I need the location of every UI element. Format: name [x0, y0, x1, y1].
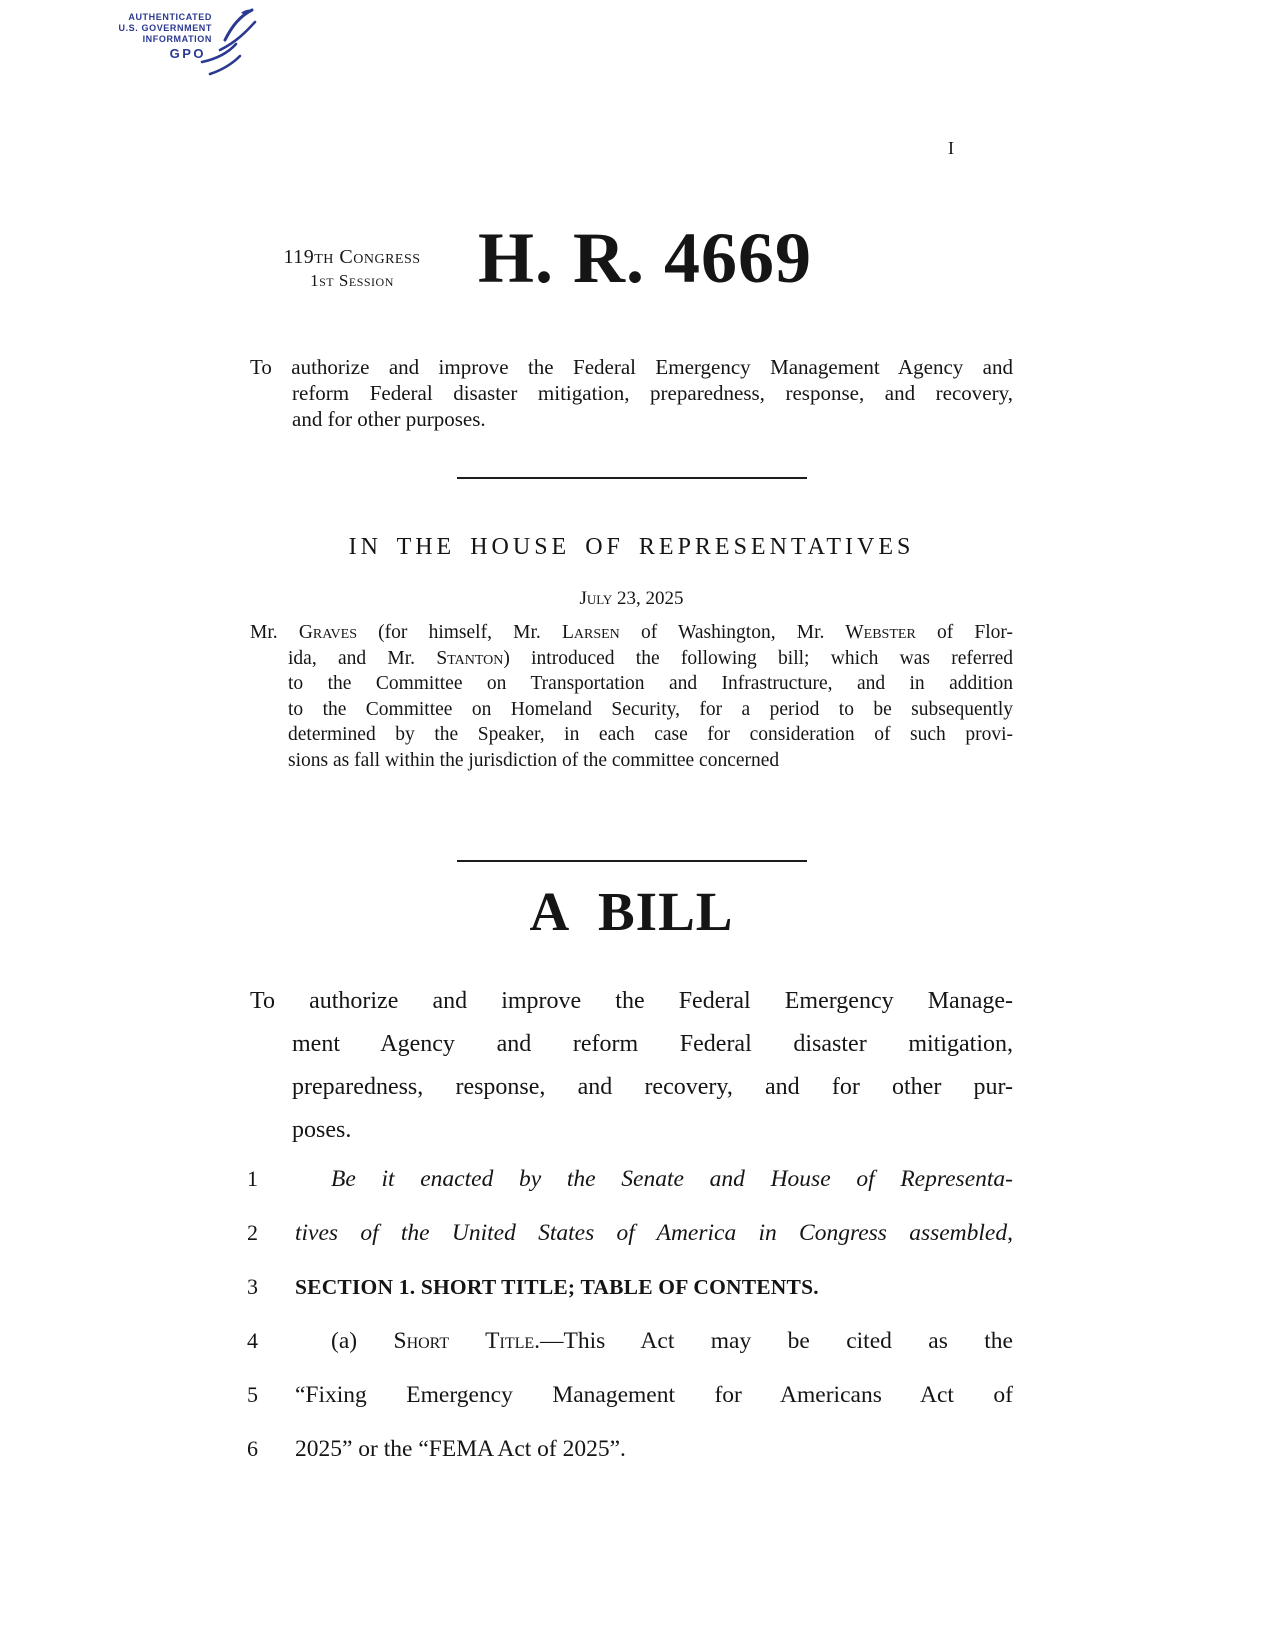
official-title-line: To authorize and improve the Federal Emergency Management Agency and [250, 355, 1013, 379]
preamble-line: ment Agency and reform Federal disaster mitigation, [292, 1031, 1013, 1057]
sponsor-line: determined by the Speaker, in each case for consideration of such provi- [288, 724, 1013, 746]
enacting-clause-line: tives of the United States of America in Congress assembled, [295, 1220, 1013, 1246]
introduction-date: July 23, 2025 [579, 588, 684, 609]
congress-label: 119th Congress [283, 246, 421, 268]
page-number: I [948, 138, 954, 158]
section-text-line: “Fixing Emergency Management for Americans Act of [295, 1382, 1013, 1408]
session-label: 1st Session [310, 271, 394, 290]
bill-text-row [247, 1422, 1013, 1476]
enacting-clause-line: Be it enacted by the Senate and House of Representa- [331, 1166, 1013, 1192]
line-number: 5 [247, 1382, 258, 1407]
bill-text-row [247, 1260, 1013, 1314]
line-number: 3 [247, 1274, 258, 1299]
bill-text-row [247, 1206, 1013, 1260]
gpo-seal-line: INFORMATION [142, 34, 212, 44]
line-number: 2 [247, 1220, 258, 1245]
bill-text-row [247, 1152, 1013, 1206]
bill-number: H. R. 4669 [478, 218, 812, 298]
official-title-line: reform Federal disaster mitigation, preparedness, response, and recovery, [292, 381, 1013, 405]
section-text-line: (a) Short Title.—This Act may be cited as the [331, 1328, 1013, 1354]
preamble-paragraph [250, 980, 1013, 1152]
sponsor-line: Mr. Graves (for himself, Mr. Larsen of Washington, Mr. Webster of Flor- [250, 622, 1014, 643]
line-number: 1 [247, 1166, 258, 1191]
bill-text-body [247, 1152, 1013, 1476]
official-title-paragraph [250, 354, 1013, 432]
line-number: 4 [247, 1328, 258, 1353]
preamble-line: poses. [292, 1117, 352, 1143]
horizontal-rule [457, 860, 807, 862]
bill-title: A BILL [529, 881, 734, 942]
chamber-heading: IN THE HOUSE OF REPRESENTATIVES [348, 534, 915, 560]
gpo-seal-line: U.S. GOVERNMENT [118, 23, 212, 33]
sponsor-line: ida, and Mr. Stanton) introduced the following bill; which was referred [288, 647, 1013, 669]
gpo-seal-line: AUTHENTICATED [128, 12, 212, 22]
congress-session-block [252, 246, 452, 291]
preamble-line: To authorize and improve the Federal Emergency Manage- [250, 988, 1013, 1014]
sponsor-line: to the Committee on Homeland Security, for a period to be subsequently [288, 698, 1013, 720]
section-text-line: 2025” or the “FEMA Act of 2025”. [295, 1436, 626, 1462]
line-number: 6 [247, 1436, 258, 1461]
sponsor-line: to the Committee on Transportation and Infrastructure, and in addition [288, 673, 1013, 695]
official-title-line: and for other purposes. [292, 407, 486, 431]
sponsor-line: sions as fall within the jurisdiction of the committee concerned [288, 749, 780, 771]
bill-text-row [247, 1368, 1013, 1422]
preamble-line: preparedness, response, and recovery, and for other pur- [292, 1074, 1013, 1100]
gpo-authentication-seal [90, 6, 250, 72]
bill-text-row [247, 1314, 1013, 1368]
sponsor-paragraph [250, 620, 1013, 774]
section-heading-line: SECTION 1. SHORT TITLE; TABLE OF CONTENTS. [295, 1275, 819, 1299]
gpo-agency-label: GPO [169, 46, 206, 61]
horizontal-rule [457, 477, 807, 479]
gpo-eagle-icon [194, 6, 258, 76]
